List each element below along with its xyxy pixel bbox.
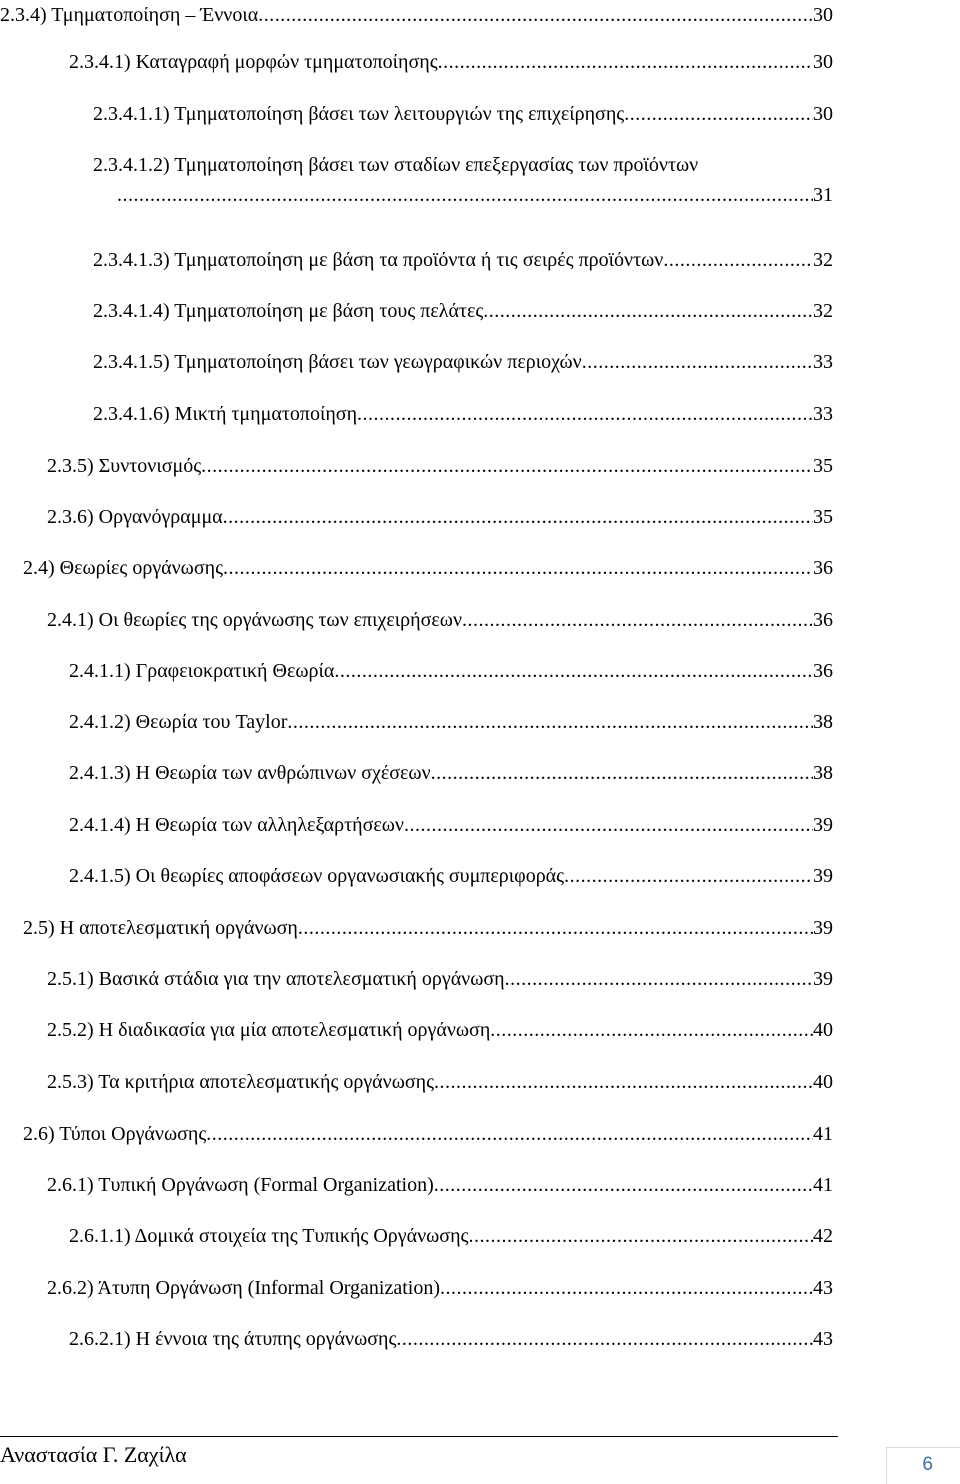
toc-entry[interactable] <box>69 656 833 686</box>
toc-entry[interactable] <box>93 245 833 275</box>
toc-entry-title: 2.4.1) Οι θεωρίες της οργάνωσης των επιχειρήσεων <box>47 609 462 631</box>
toc-entry-page: 40 <box>813 1019 833 1041</box>
page-number: 6 <box>922 1454 933 1475</box>
toc-entry-title: 2.6.2.1) Η έννοια της άτυπης οργάνωσης <box>69 1328 397 1350</box>
toc-entry-title: 2.3.4.1.1) Τμηματοποίηση βάσει των λειτουργιών της επιχείρησης <box>93 103 625 125</box>
toc-entry-page: 36 <box>813 660 833 682</box>
dot-leader <box>483 296 813 326</box>
toc-entry-page: 35 <box>813 506 833 528</box>
dot-leader <box>206 1119 813 1149</box>
toc-entry-page: 33 <box>813 351 833 373</box>
toc-entry[interactable] <box>0 0 833 30</box>
toc-entry-title: 2.4.1.4) Η Θεωρία των αλληλεξαρτήσεων <box>69 814 404 836</box>
toc-entry[interactable] <box>47 451 833 481</box>
toc-entry[interactable] <box>47 1273 833 1303</box>
toc-entry-title: 2.4.1.3) Η Θεωρία των ανθρώπινων σχέσεων <box>69 762 431 784</box>
toc-entry-title: 2.3.4.1.3) Τμηματοποίηση με βάση τα προϊόντα ή τις σειρές προϊόντων <box>93 249 664 271</box>
toc-entry-page: 32 <box>813 249 833 271</box>
toc-entry-title: 2.5.2) Η διαδικασία για μία αποτελεσματική οργάνωση <box>47 1019 491 1041</box>
toc-entry-title: 2.3.4.1.4) Τμηματοποίηση με βάση τους πελάτες <box>93 300 484 322</box>
toc-entry-title: 2.4) Θεωρίες οργάνωσης <box>23 557 224 579</box>
toc-entry[interactable] <box>47 1015 833 1045</box>
dot-leader <box>201 451 813 481</box>
toc-entry[interactable] <box>69 810 833 840</box>
toc-entry-title: 2.3.4.1) Καταγραφή μορφών τμηματοποίησης <box>69 51 438 73</box>
toc-entry-title: 2.6.1.1) Δομικά στοιχεία της Τυπικής Οργάνωσης <box>69 1225 469 1247</box>
footer-divider <box>0 1436 838 1437</box>
toc-entry-page: 36 <box>813 609 833 631</box>
toc-entry-title: 2.6.2) Άτυπη Οργάνωση (Informal Organization) <box>47 1277 441 1299</box>
toc-entry[interactable] <box>93 399 833 429</box>
dot-leader <box>357 399 813 429</box>
toc-entry[interactable] <box>47 964 833 994</box>
toc-entry[interactable] <box>93 150 833 210</box>
toc-entry-page: 33 <box>813 403 833 425</box>
toc-entry-page: 39 <box>813 814 833 836</box>
toc-entry-title: 2.3.4) Τμηματοποίηση – Έννοια <box>0 4 259 26</box>
toc-entry[interactable] <box>47 1067 833 1097</box>
dot-leader <box>564 861 813 891</box>
page-number-box <box>886 1447 960 1484</box>
dot-leader <box>287 707 813 737</box>
toc-entry-title: 2.4.1.2) Θεωρία του Taylor <box>69 711 288 733</box>
dot-leader <box>462 605 813 635</box>
dot-leader <box>663 245 813 275</box>
dot-leader <box>468 1221 813 1251</box>
toc-entry[interactable] <box>23 1119 833 1149</box>
toc-entry[interactable] <box>47 502 833 532</box>
toc-entry[interactable] <box>93 296 833 326</box>
toc-entry-page: 31 <box>813 184 833 206</box>
toc-entry-title: 2.3.6) Οργανόγραμμα <box>47 506 223 528</box>
toc-entry-page: 43 <box>813 1328 833 1350</box>
toc-entry-page: 43 <box>813 1277 833 1299</box>
toc-entry-page: 39 <box>813 917 833 939</box>
toc-entry-page: 30 <box>813 103 833 125</box>
dot-leader <box>258 0 813 30</box>
toc-entry-title: 2.3.4.1.6) Μικτή τμηματοποίηση <box>93 403 358 425</box>
dot-leader <box>117 180 813 210</box>
toc-entry[interactable] <box>69 1221 833 1251</box>
toc-entry-page: 32 <box>813 300 833 322</box>
toc-entry[interactable] <box>69 47 833 77</box>
toc-entry-page: 42 <box>813 1225 833 1247</box>
toc-entry[interactable] <box>47 605 833 635</box>
toc-entry[interactable] <box>93 347 833 377</box>
toc-entry[interactable] <box>47 1170 833 1200</box>
toc-entry-page: 41 <box>813 1123 833 1145</box>
toc-entry[interactable] <box>69 758 833 788</box>
toc-entry[interactable] <box>23 553 833 583</box>
dot-leader <box>624 99 813 129</box>
toc-entry-continuation <box>93 180 833 210</box>
dot-leader <box>396 1324 813 1354</box>
toc-entry-title: 2.6) Τύποι Οργάνωσης <box>23 1123 207 1145</box>
footer-author: Αναστασία Γ. Ζαχίλα <box>0 1442 187 1467</box>
toc-entry[interactable] <box>69 861 833 891</box>
toc-entry-title: 2.3.4.1.5) Τμηματοποίηση βάσει των γεωγραφικών περιοχών <box>93 351 582 373</box>
toc-entry-page: 30 <box>813 51 833 73</box>
toc-entry-title: 2.5.1) Βασικά στάδια για την αποτελεσματική οργάνωση <box>47 968 505 990</box>
dot-leader <box>223 553 813 583</box>
dot-leader <box>431 758 813 788</box>
dot-leader <box>440 1273 813 1303</box>
toc-entry-page: 39 <box>813 968 833 990</box>
toc-entry-title: 2.3.5) Συντονισμός <box>47 455 202 477</box>
toc-entry-page: 36 <box>813 557 833 579</box>
toc-entry-title: 2.6.1) Τυπική Οργάνωση (Formal Organization) <box>47 1174 434 1196</box>
dot-leader <box>298 913 813 943</box>
toc-entry-page: 41 <box>813 1174 833 1196</box>
toc-entry-page: 40 <box>813 1071 833 1093</box>
toc-entry[interactable] <box>69 707 833 737</box>
toc-entry-page: 39 <box>813 865 833 887</box>
toc-entry[interactable] <box>93 99 833 129</box>
toc-entry[interactable] <box>69 1324 833 1354</box>
dot-leader <box>490 1015 813 1045</box>
toc-entry-page: 30 <box>813 4 833 26</box>
toc-entry-page: 35 <box>813 455 833 477</box>
dot-leader <box>434 1170 813 1200</box>
toc-entry-title: 2.3.4.1.2) Τμηματοποίηση βάσει των σταδίων επεξεργασίας των προϊόντων <box>93 154 699 176</box>
dot-leader <box>334 656 813 686</box>
toc-entry-title: 2.4.1.1) Γραφειοκρατική Θεωρία <box>69 660 335 682</box>
toc-entry-title: 2.4.1.5) Οι θεωρίες αποφάσεων οργανωσιακής συμπεριφοράς <box>69 865 565 887</box>
toc-entry-title: 2.5) Η αποτελεσματική οργάνωση <box>23 917 298 939</box>
dot-leader <box>434 1067 813 1097</box>
toc-entry-page: 38 <box>813 711 833 733</box>
dot-leader <box>505 964 813 994</box>
dot-leader <box>223 502 813 532</box>
dot-leader <box>582 347 813 377</box>
dot-leader <box>438 47 813 77</box>
dot-leader <box>404 810 813 840</box>
toc-entry-title: 2.5.3) Τα κριτήρια αποτελεσματικής οργάνωσης <box>47 1071 435 1093</box>
toc-entry[interactable] <box>23 913 833 943</box>
toc-entry-page: 38 <box>813 762 833 784</box>
